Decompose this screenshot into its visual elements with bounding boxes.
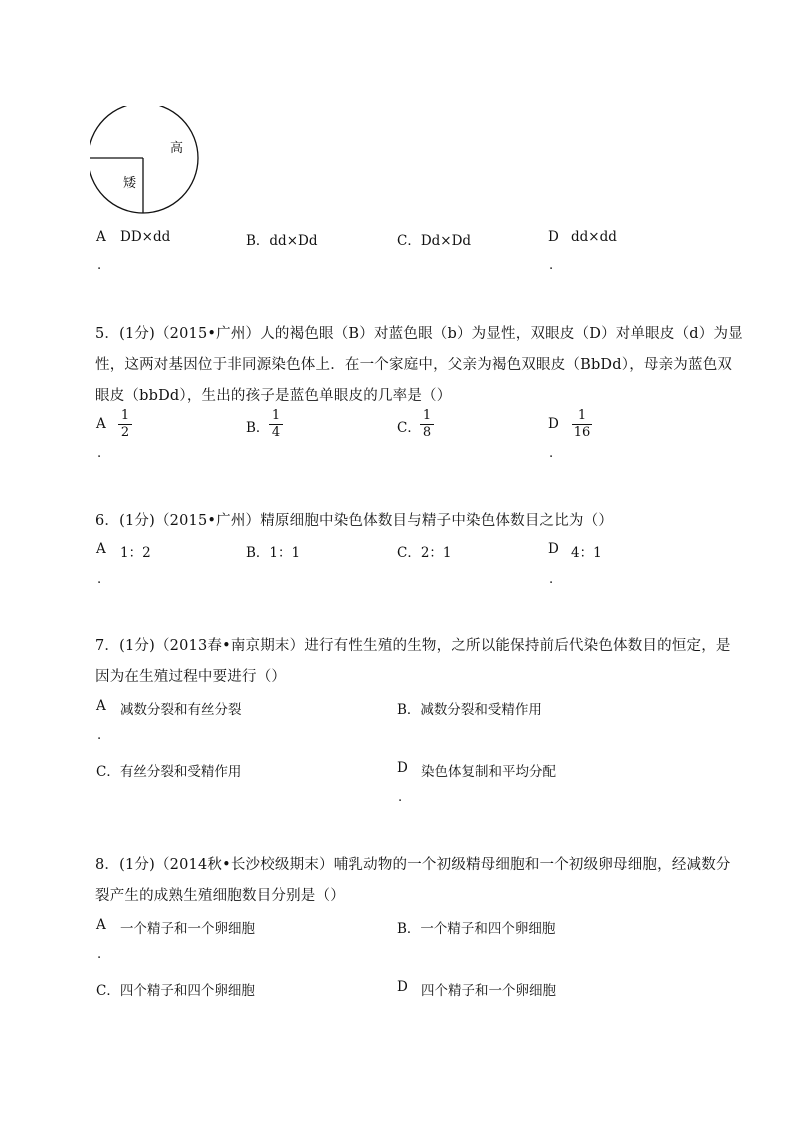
q4-option-d-dot: . [549,258,554,273]
q8-option-a-letter[interactable]: A [96,917,106,933]
q7-stem-line1: 7．(1分)（2013春•南京期末）进行有性生殖的生物，之所以能保持前后代染色体数目的恒定，是 [95,638,731,654]
q5-option-c-denominator: 8 [422,425,432,440]
q5-option-c-fraction[interactable] [420,409,434,440]
q6-option-a[interactable]: 1：2 [120,545,151,561]
q5-stem-line3: 眼皮（bbDd），生出的孩子是蓝色单眼皮的几率是（） [95,388,452,404]
q5-option-c-numerator: 1 [422,408,432,423]
q7-option-b[interactable]: B．减数分裂和受精作用 [397,702,542,718]
q5-option-d-fraction[interactable] [572,409,592,440]
q8-option-a[interactable]: 一个精子和一个卵细胞 [120,921,255,937]
q4-option-a-letter[interactable]: A [96,229,106,245]
q8-stem-line1: 8．(1分)（2014秋•长沙校级期末）哺乳动物的一个初级精母细胞和一个初级卵母细胞，经减数分 [95,857,731,873]
q5-option-a-denominator: 2 [120,425,130,440]
q6-option-d-dot: . [549,572,554,587]
q5-option-d-denominator: 16 [573,425,591,440]
q8-option-a-dot: . [97,947,102,962]
q5-option-b-numerator: 1 [271,408,281,423]
q5-option-a-dot: . [97,446,102,461]
q7-option-a[interactable]: 减数分裂和有丝分裂 [120,702,242,718]
q5-option-d-letter[interactable]: D [548,416,559,432]
q4-option-a[interactable]: DD×dd [120,229,171,245]
q7-option-a-dot: . [97,728,102,743]
q4-option-c[interactable]: C．Dd×Dd [397,233,472,249]
pie-label-short: 矮 [123,176,137,191]
q7-option-d-dot: . [398,790,403,805]
q4-option-d-letter[interactable]: D [548,229,559,245]
pie-figure [90,106,215,216]
q6-stem-line1: 6．(1分)（2015•广州）精原细胞中染色体数目与精子中染色体数目之比为（） [95,513,614,529]
q5-option-b-fraction[interactable] [269,409,283,440]
q6-option-a-dot: . [97,572,102,587]
q6-option-b[interactable]: B．1：1 [246,545,301,561]
pie-label-high: 高 [170,141,184,156]
q7-stem-line2: 因为在生殖过程中要进行（） [95,669,287,685]
q6-option-d-letter[interactable]: D [548,541,559,557]
q6-option-c[interactable]: C．2：1 [397,545,452,561]
pie-circle [90,106,198,213]
q7-option-c[interactable]: C．有丝分裂和受精作用 [96,764,242,780]
q5-stem-line1: 5．(1分)（2015•广州）人的褐色眼（B）对蓝色眼（b）为显性，双眼皮（D）对单眼皮（d）为显 [95,326,743,342]
q8-stem-line2: 裂产生的成熟生殖细胞数目分别是（） [95,888,345,904]
q5-option-a-fraction[interactable] [118,409,132,440]
q4-option-a-dot: . [97,258,102,273]
q5-option-b-denominator: 4 [271,425,281,440]
q6-option-d[interactable]: 4：1 [571,545,602,561]
q5-option-d-numerator: 1 [577,408,587,423]
q4-option-b[interactable]: B．dd×Dd [246,233,318,249]
q8-option-d[interactable]: 四个精子和一个卵细胞 [421,983,556,999]
q5-option-d-dot: . [549,446,554,461]
q5-option-b-prefix[interactable]: B． [246,420,270,436]
q5-stem-line2: 性，这两对基因位于非同源染色体上．在一个家庭中，父亲为褐色双眼皮（BbDd），母亲为蓝色双 [95,357,733,373]
q7-option-d-letter[interactable]: D [397,760,408,776]
q7-option-d[interactable]: 染色体复制和平均分配 [421,764,556,780]
q8-option-c[interactable]: C．四个精子和四个卵细胞 [96,983,255,999]
q8-option-b[interactable]: B．一个精子和四个卵细胞 [397,921,556,937]
q5-option-a-letter[interactable]: A [96,416,106,432]
q7-option-a-letter[interactable]: A [96,698,106,714]
q4-option-d[interactable]: dd×dd [571,229,617,245]
q5-option-c-prefix[interactable]: C． [397,420,421,436]
q8-option-d-letter[interactable]: D [397,979,408,995]
q5-option-a-numerator: 1 [120,408,130,423]
q6-option-a-letter[interactable]: A [96,541,106,557]
